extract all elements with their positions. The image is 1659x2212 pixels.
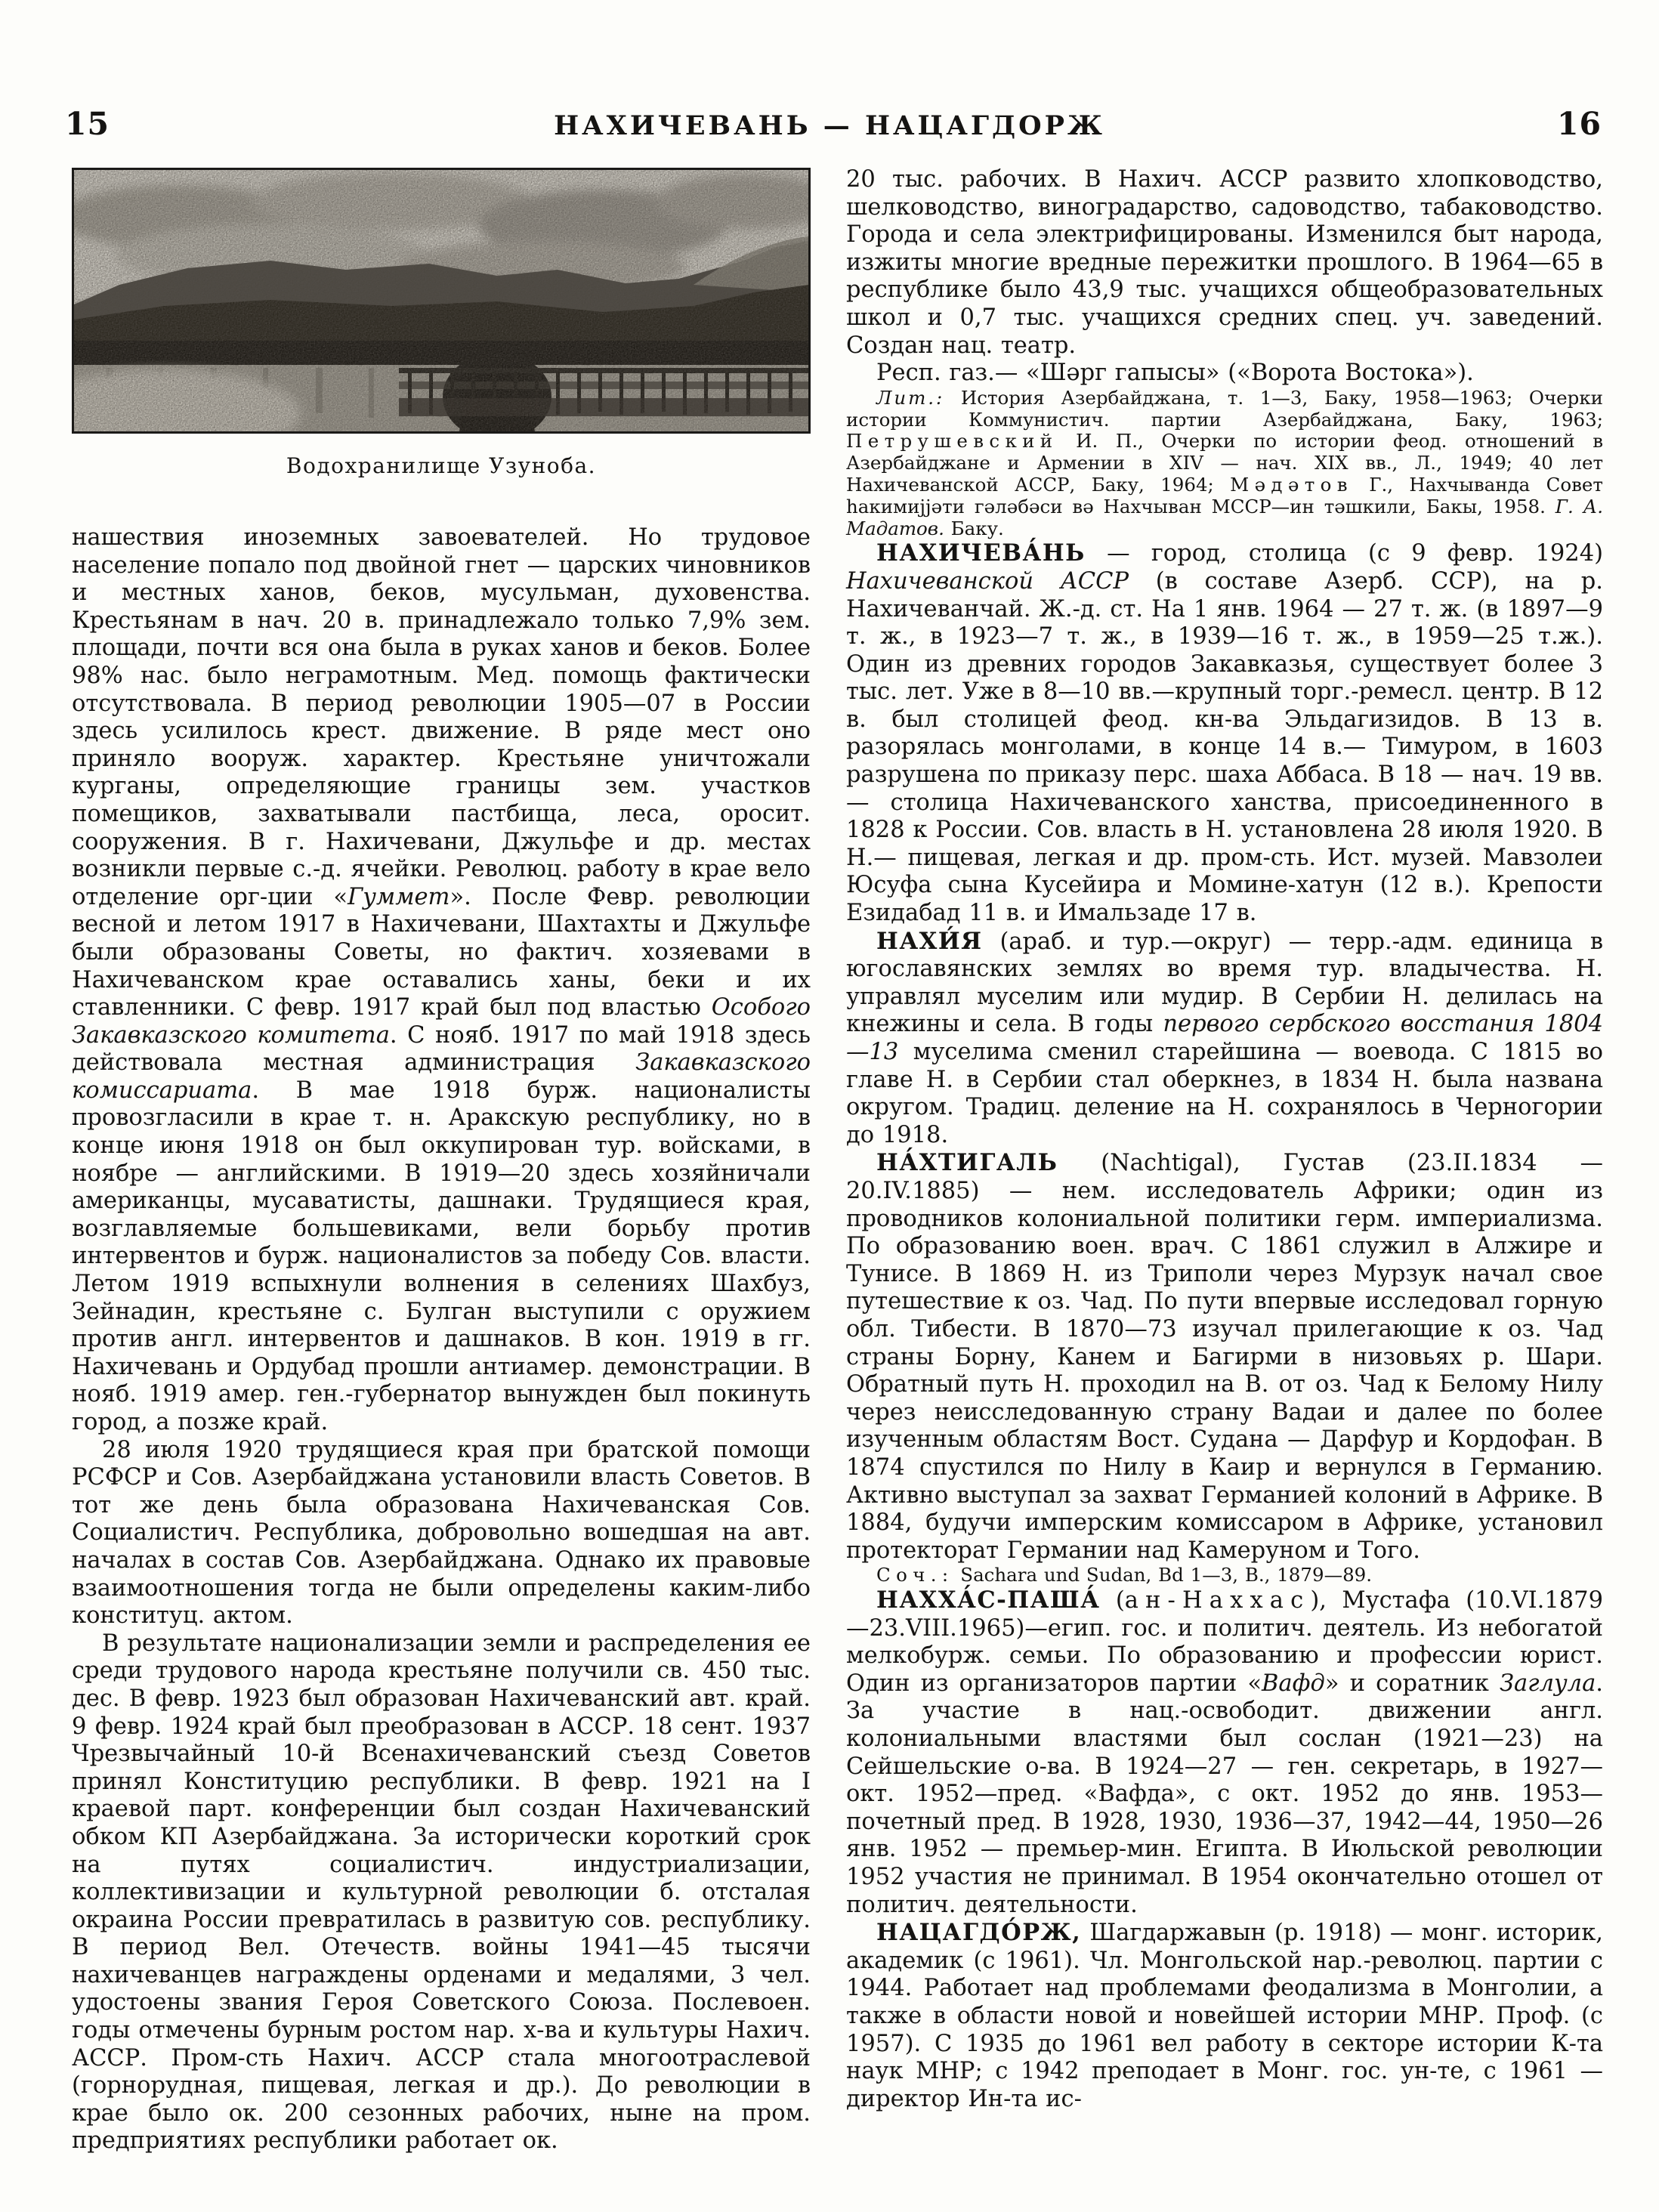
paragraph — [846, 539, 1603, 927]
text-run: В результате национализации земли и распределения ее среди трудового народа крестьяне получили св. 450 тыс. дес. В февр. 1923 был образован Нахичеванский авт. край. 9 февр. 1924 край был преобразован в АССР. 18 сент. 1937 Чрезвычайный 10-й Всенахичеванский съезд Советов принял Конституцию республики. В февр. 1921 на I краевой парт. конференции был создан Нахичеванский обком КП Азербайджана. За исторически короткий срок на путях социалистич. индустриализации, коллективизации и культурной революции б. отсталая окраина России превратилась в развитую сов. республику. В период Вел. Отечеств. войны 1941—45 тысячи нахичеванцев награждены орденами и медалями, 3 чел. удостоены звания Героя Советского Союза. Послевоен. годы отмечены бурным ростом нар. х-ва и культуры Нахич. АССР. Пром-сть Нахич. АССР стала многоотраслевой (горнорудная, пищевая, легкая и др.). До революции в крае было ок. 200 сезонных рабочих, ныне на пром. предприятиях республики работает ок. — [72, 1630, 811, 2155]
text-run: НА́ХТИГАЛЬ — [876, 1149, 1058, 1177]
text-run: ». После Февр. революции весной и летом 1917 в Нахичевани, Шахтахты и Джульфе были образованы Советы, но фактич. хозяевами в Нахичеванском крае оставались ханы, беки и их ставленники. С февр. 1917 край был под властью — [72, 883, 811, 1021]
text-run: — город, столица (с 9 февр. 1924) — [1085, 540, 1603, 567]
paragraph — [846, 928, 1603, 1150]
paragraph — [846, 360, 1603, 388]
running-title: НАХИЧЕВАНЬ — НАЦАГДОРЖ — [554, 110, 1105, 141]
text-run: НАХИЧЕВА́НЬ — [876, 539, 1086, 567]
paragraph — [846, 166, 1603, 360]
reservoir-photo-image — [74, 170, 808, 431]
text-run: Особого Закавказского комитета — [72, 994, 811, 1049]
paragraph — [846, 1586, 1603, 1919]
text-run: Гуммет — [348, 883, 450, 910]
text-run: История Азербайджана, т. 1—3, Баку, 1958—1963; Очерки истории Коммунистич. партии Азербайджана, Баку, 1963; — [846, 386, 1603, 431]
text-run: НАХИ́Я — [876, 927, 983, 955]
text-run: НАХХА́С-ПАША́ — [876, 1586, 1101, 1614]
text-run: » и соратник — [1324, 1670, 1500, 1697]
text-run: Респ. газ.— «Шәрг гапысы» («Ворота Востока»). — [876, 360, 1474, 387]
paragraph — [72, 1437, 811, 1630]
text-run: . За участие в нац.-освободит. движении англ. колониальными властями был сослан (1921—23) на Сейшельские о-ва. В 1924—27 — ген. секретарь, в 1927—окт. 1952—пред. «Вафда», с окт. 1952 до янв. 1953— почетный пред. В 1928, 1930, 1936—37, 1942—44, 1950—26 янв. 1952 — премьер-мин. Египта. В Июльской революции 1952 участия не принимал. В 1954 окончательно отошел от политич. деятельности. — [846, 1670, 1603, 1918]
paragraph — [72, 524, 811, 1437]
text-run: (Nachtigal), Густав (23.II.1834 — 20.IV.1885) — нем. исследователь Африки; один из проводников колониальной политики герм. империализма. По образованию воен. врач. С 1861 служил в Алжире и Тунисе. В 1869 Н. из Триполи через Мурзук начал свое путешествие к оз. Чад. По пути впервые исследовал горную обл. Тибести. В 1870—73 изучал прилегающие к оз. Чад страны Борну, Канем и Багирми в низовьях р. Шари. Обратный путь Н. проходил на В. от оз. Чад к Белому Нилу через неисследованную страну Вадаи и далее по более изученным областям Вост. Судана — Дарфур и Кордофан. В 1874 спустился по Нилу в Каир и вернулся в Германию. Активно выступал за захват Германией колоний в Африке. В 1884, будучи имперским комиссаром в Африке, установил протекторат Германии над Камеруном и Того. — [846, 1150, 1603, 1564]
text-run: Нахичеванской АССР — [846, 567, 1129, 595]
text-run: Баку. — [944, 517, 1004, 539]
text-run: . В мае 1918 бурж. националисты провозгласили в крае т. н. Аракскую республику, но в конце июня 1918 он был оккупирован тур. войсками, в ноябре — английскими. В 1919—20 здесь хозяйничали американцы, мусаватисты, дашнаки. Трудящиеся края, возглавляемые большевиками, вели борьбу против интервентов и бурж. националистов за победу Сов. власти. Летом 1919 вспыхнули волнения в селениях Шахбуз, Зейнадин, крестьяне с. Булган выступили с оружием против англ. интервентов и дашнаков. В кон. 1919 в гг. Нахичевань и Ордубад прошли антиамер. демонстрации. В нояб. 1919 амер. ген.-губернатор вынужден был покинуть город, а позже край. — [72, 1077, 811, 1435]
text-run: (араб. и тур.—округ) — терр.-адм. единица в югославянских землях во время тур. владычества. Н. управлял муселим или мудир. В Сербии Н. делилась на кнежины и села. В годы — [846, 928, 1603, 1038]
text-run: Заглула — [1499, 1670, 1596, 1697]
text-run: Вафд — [1262, 1670, 1325, 1697]
text-run: (в составе Азерб. ССР), на р. Нахичеванчай. Ж.-д. ст. На 1 янв. 1964 — 27 т. ж. (в 1897—9 т. ж., в 1923—7 т. ж., в 1939—16 т. ж., в 1959—25 т.ж.). Один из древних городов Закавказья, существует более 3 тыс. лет. Уже в 8—10 вв.—крупный торг.-ремесл. центр. В 12 в. был столицей феод. кн-ва Эльдагизидов. В 13 в. разорялась монголами, в конце 14 в.— Тимуром, в 1603 разрушена по приказу перс. шаха Аббаса. В 18 — нач. 19 вв.— столица Нахичеванского ханства, присоединенного в 1828 к России. Сов. власть в Н. установлена 28 июля 1920. В Н.— пищевая, легкая и др. пром-сть. Ист. музей. Мавзолеи Юсуфа сына Кусейира и Момине-хатун (12 в.). Крепости Езидабад 11 в. и Имальзаде 17 в. — [846, 567, 1603, 927]
text-run: Sachara und Sudan, Bd 1—3, В., 1879—89. — [953, 1564, 1373, 1586]
text-run: Закавказского комиссариата — [72, 1049, 811, 1104]
photo-caption: Водохранилище Узуноба. — [286, 453, 597, 478]
page-number-right: 16 — [1556, 106, 1602, 142]
left-column — [72, 524, 811, 2155]
text-run: Соч.: — [876, 1564, 954, 1586]
paragraph — [72, 1630, 811, 2155]
paragraph — [846, 1149, 1603, 1565]
text-run: Лит.: — [876, 386, 945, 409]
text-run: 20 тыс. рабочих. В Нахич. АССР развито хлопководство, шелководство, виноградарство, садоводство, табаководство. Города и села электрифицированы. Изменился быт народа, изжиты многие вредные пережитки прошлого. В 1964—65 в республике было 43,9 тыс. учащихся общеобразовательных школ и 0,7 тыс. учащихся средних спец. уч. заведений. Создан нац. театр. — [846, 166, 1603, 359]
text-run: ан-Наххас — [1124, 1587, 1311, 1614]
reservoir-photo — [72, 168, 811, 434]
page-number-left: 15 — [65, 106, 110, 142]
text-run: Петрушевский — [846, 430, 1058, 453]
text-run: . С нояб. 1917 по май 1918 здесь действовала местная администрация — [72, 1021, 811, 1077]
text-run: муселима сменил старейшина — воевода. С 1815 во главе Н. в Сербии стал оберкнез, в 1834 Н. была названа округом. Традиц. деление на Н. сохранялось в Черногории до 1918. — [846, 1039, 1603, 1148]
text-run: Мәдәтов — [1230, 473, 1353, 496]
right-column — [846, 166, 1603, 2113]
text-run: И. П., Очерки по истории феод. отношений в Азербайджане и Армении в XIV — нач. XIX вв., Л., 1949; 40 лет Нахичеванской АССР, Баку, 1964; — [846, 430, 1603, 496]
text-run: Г. А. Мадатов. — [846, 495, 1603, 539]
paragraph — [846, 388, 1603, 540]
text-run: ( — [1100, 1587, 1125, 1614]
text-run: первого сербского восстания 1804—13 — [846, 1011, 1603, 1066]
paragraph — [846, 1565, 1603, 1586]
text-run: Г., Нахчыванда Совет һакимијјәти гәләбәси вә Нахчыван МССР—ин тәшкили, Бакы, 1958. — [846, 473, 1603, 517]
text-run: 28 июля 1920 трудящиеся края при братской помощи РСФСР и Сов. Азербайджана установили власть Советов. В тот же день была образована Нахичеванская Сов. Социалистич. Республика, добровольно вошедшая на авт. началах в состав Сов. Азербайджана. Однако их правовые взаимоотношения тогда не были определены каким-либо конституц. актом. — [72, 1436, 811, 1630]
text-run: ), Мустафа (10.VI.1879—23.VIII.1965)—егип. гос. и политич. деятель. Из небогатой мелкобурж. семьи. По образованию и профессии юрист. Один из организаторов партии « — [846, 1587, 1603, 1697]
text-run: нашествия иноземных завоевателей. Но трудовое население попало под двойной гнет — царских чиновников и местных ханов, беков, мусульман, духовенства. Крестьянам в нач. 20 в. принадлежало только 7,9% зем. площади, почти вся она была в руках ханов и беков. Более 98% нас. было неграмотным. Мед. помощь фактически отсутствовала. В период революции 1905—07 в России здесь усилилось крест. движение. В ряде мест оно приняло вооруж. характер. Крестьяне уничтожали курганы, определяющие границы зем. участков помещиков, захватывали пастбища, леса, оросит. сооружения. В г. Нахичевани, Джульфе и др. местах возникли первые с.-д. ячейки. Революц. работу в крае вело отделение орг-ции « — [72, 524, 811, 910]
paragraph — [846, 1919, 1603, 2113]
text-run: НАЦАГДО́РЖ, — [876, 1919, 1082, 1947]
text-run: Шагдаржавын (р. 1918) — монг. историк, академик (с 1961). Чл. Монгольской нар.-революц. партии с 1944. Работает над проблемами феодализма в Монголии, а также в области новой и новейшей истории МНР. Проф. (с 1957). С 1935 до 1961 вел работу в секторе истории К-та наук МНР; с 1942 преподает в Монг. гос. ун-те, с 1961 — директор Ин-та ис- — [846, 1920, 1603, 2112]
